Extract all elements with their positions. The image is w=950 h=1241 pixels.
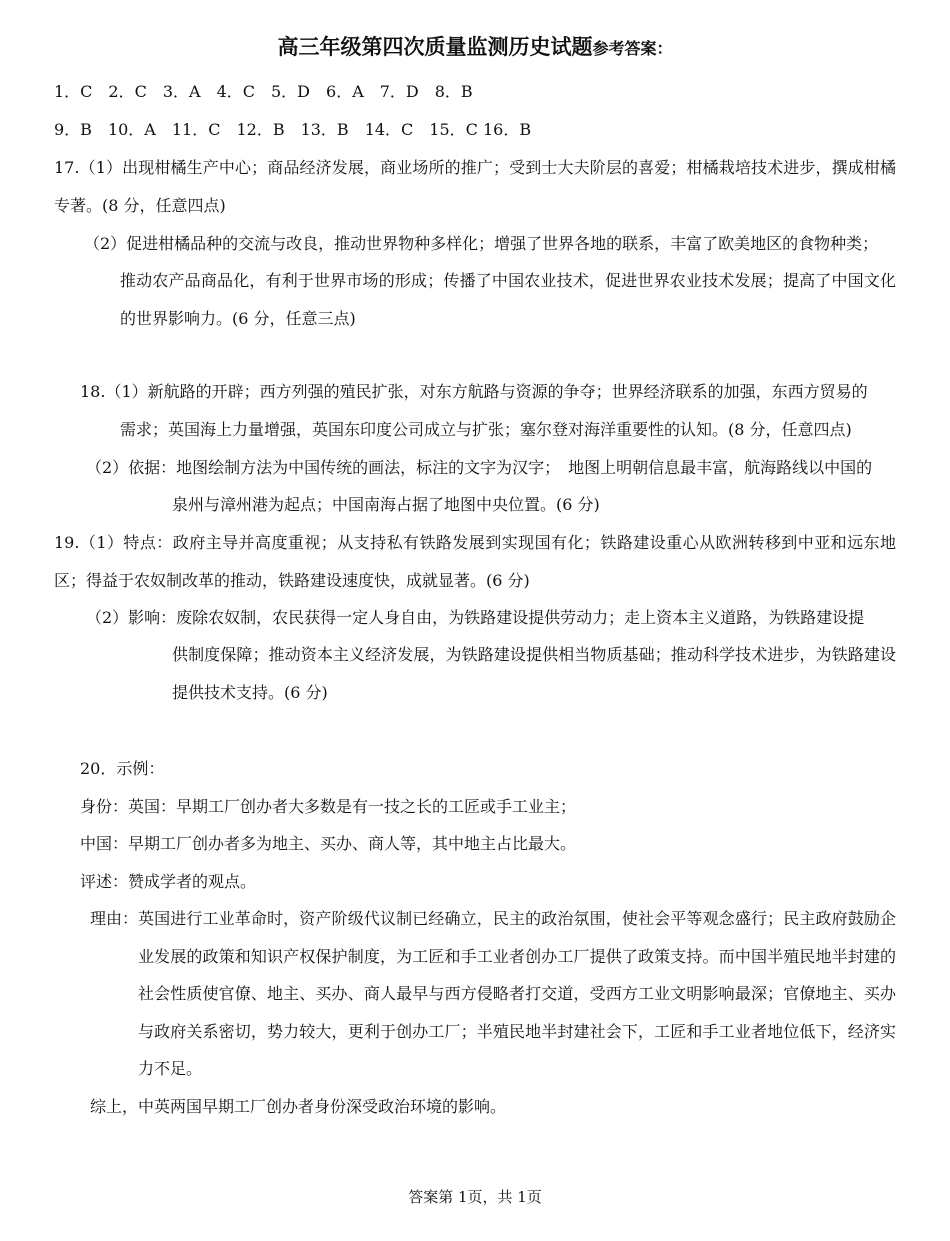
title-suffix: 参考答案： (592, 39, 673, 58)
q19-part1: 19.（1）特点：政府主导并高度重视；从支持私有铁路发展到实现国有化；铁路建设重心从欧洲转移到中亚和远东地区；得益于农奴制改革的推动，铁路建设速度快，成就显著。(6 分) (54, 533, 896, 590)
page-footer: 答案第 1页，共 1页 (408, 1188, 542, 1206)
q17-part2-rest: 推动农产品商品化，有利于世界市场的形成；传播了中国农业技术，促进世界农业技术发展；提高了中国文化的世界影响力。(6 分，任意三点) (120, 271, 896, 328)
q17-part2-first-line: （2）促进柑橘品种的交流与改良，推动世界物种多样化；增强了世界各地的联系，丰富了欧美地区的食物种类； (84, 234, 879, 253)
q20-reason-text: 英国进行工业革命时，资产阶级代议制已经确立，民主的政治氛围，使社会平等观念盛行；民主政府鼓励企业发展的政策和知识产权保护制度，为工匠和手工业者创办工厂提供了政策支持。而中国半殖民地半封建的社会性质使官僚、地主、买办、商人最早与西方侵略者打交道，受西方工业文明影响最深；官僚地主、买办与政府关系密切，势力较大，更利于创办工厂；半殖民地半封建社会下，工匠和手工业者地位低下，经济实力不足。 (138, 909, 896, 1078)
q18-part1-first-line: 18.（1）新航路的开辟；西方列强的殖民扩张，对东方航路与资源的争夺；世界经济联系的加强，东西方贸易的 (80, 382, 868, 401)
choice-answers-row-1: 1．C 2．C 3．A 4．C 5．D 6．A 7．D 8．B (54, 82, 473, 101)
q19-part2-first-line: （2）影响：废除农奴制，农民获得一定人身自由，为铁路建设提供劳动力；走上资本主义道路，为铁路建设提 (86, 608, 865, 627)
q20-comment: 评述：赞成学者的观点。 (80, 872, 257, 891)
q20-heading: 20．示例： (80, 759, 165, 778)
q20-identity-china: 中国：早期工厂创办者多为地主、买办、商人等，其中地主占比最大。 (80, 834, 577, 853)
q20-summary: 综上，中英两国早期工厂创办者身份深受政治环境的影响。 (90, 1097, 507, 1116)
q20-identity-britain: 身份：英国：早期工厂创办者大多数是有一技之长的工匠或手工业主； (80, 797, 577, 816)
q20-reason-label: 理由： (90, 909, 139, 928)
q18-part2-first-line: （2）依据：地图绘制方法为中国传统的画法，标注的文字为汉字； 地图上明朝信息最丰富，航海路线以中国的 (86, 458, 873, 477)
choice-answers-row-2: 9．B 10．A 11．C 12．B 13．B 14．C 15．C 16．B (54, 120, 532, 139)
title-main: 高三年级第四次质量监测历史试题 (277, 35, 593, 59)
q19-part2-rest: 供制度保障；推动资本主义经济发展，为铁路建设提供相当物质基础；推动科学技术进步，为铁路建设提供技术支持。(6 分) (172, 645, 896, 702)
q17-part1: 17.（1）出现柑橘生产中心；商品经济发展，商业场所的推广；受到士大夫阶层的喜爱；柑橘栽培技术进步，撰成柑橘专著。(8 分，任意四点) (54, 158, 896, 215)
page-title (0, 30, 950, 66)
q18-part1-rest: 需求；英国海上力量增强，英国东印度公司成立与扩张；塞尔登对海洋重要性的认知。(8 分，任意四点) (120, 420, 852, 439)
q18-part2-rest: 泉州与漳州港为起点；中国南海占据了地图中央位置。(6 分) (172, 495, 600, 514)
